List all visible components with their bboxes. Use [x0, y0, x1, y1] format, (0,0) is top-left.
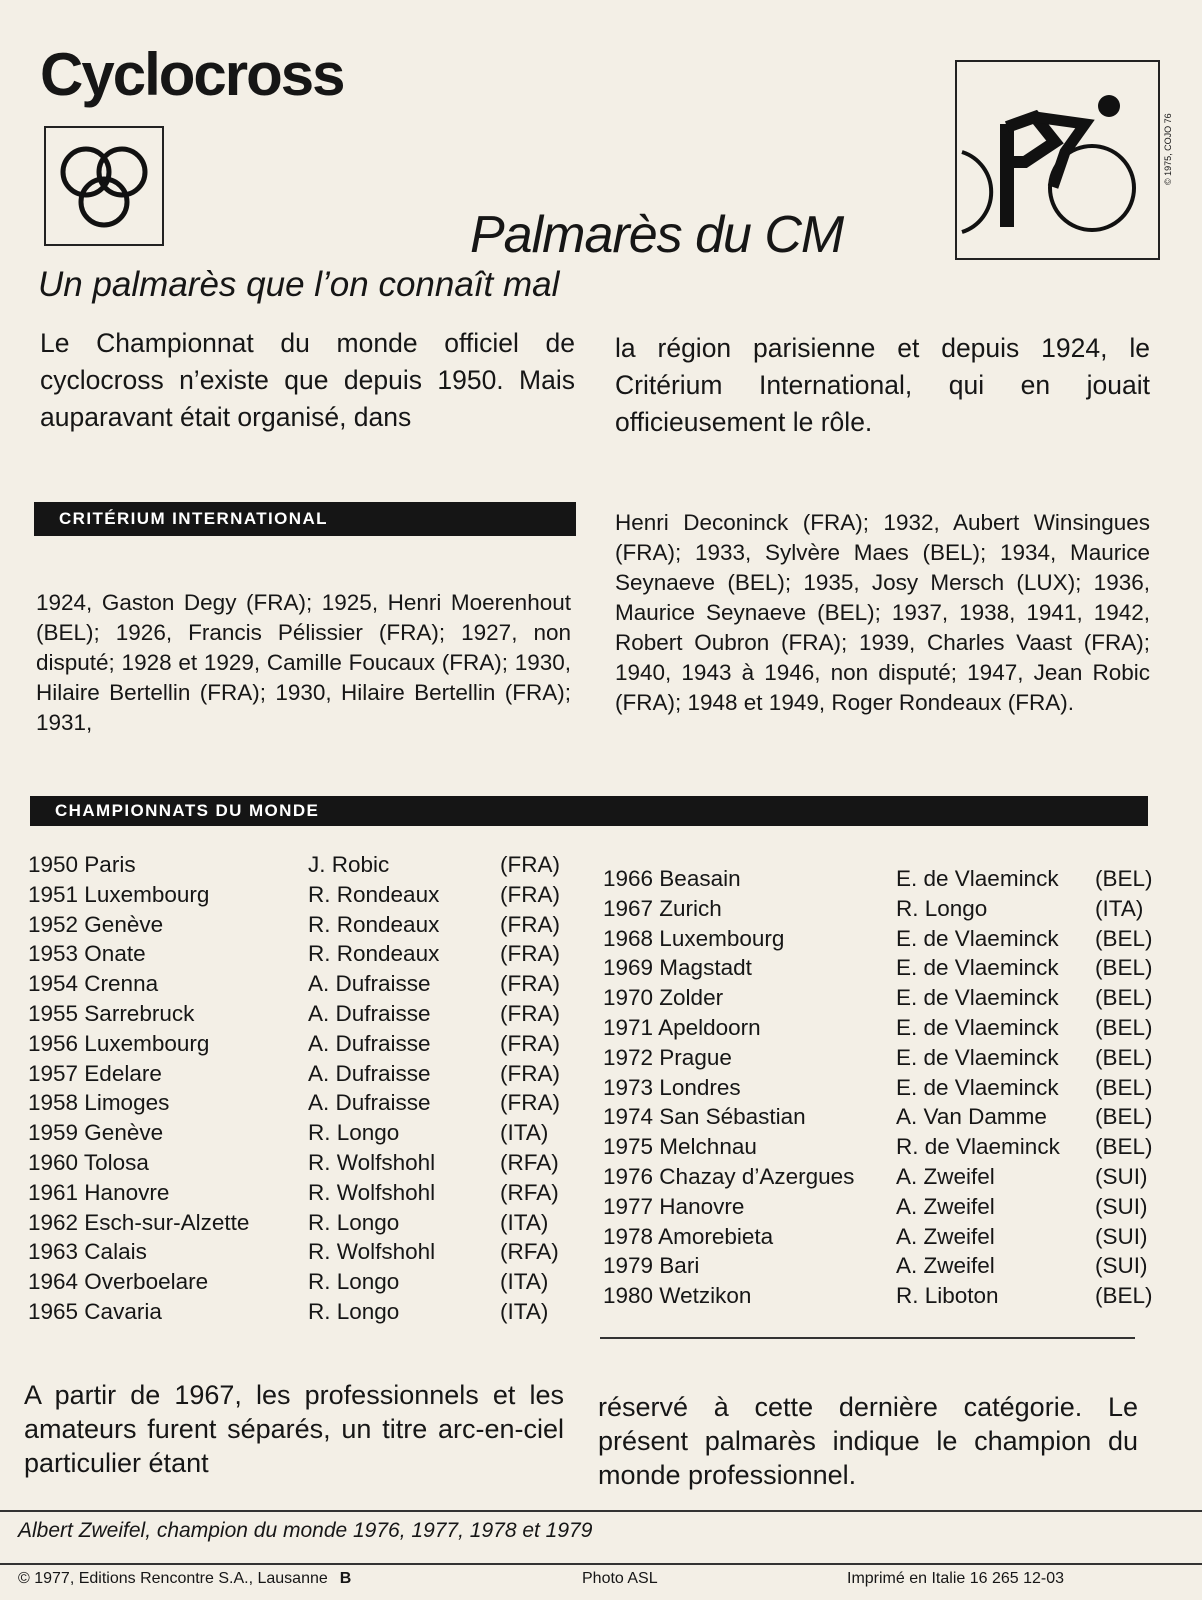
series-mark: B — [339, 1570, 352, 1587]
result-nation: (RFA) — [500, 1239, 559, 1265]
result-rider: A. Dufraisse — [308, 971, 431, 997]
result-nation: (BEL) — [1095, 925, 1153, 951]
result-nation: (BEL) — [1095, 1044, 1153, 1070]
result-nation: (FRA) — [500, 1060, 560, 1086]
result-row — [603, 1162, 1163, 1192]
result-row — [28, 1059, 588, 1089]
result-rider: E. de Vlaeminck — [896, 1014, 1059, 1040]
result-row — [603, 1192, 1163, 1222]
small-copyright: © 1975, COJO 76 — [1163, 113, 1173, 185]
result-place: 1970 Zolder — [603, 985, 724, 1011]
result-place: 1964 Overboelare — [28, 1269, 209, 1295]
result-rider: A. Dufraisse — [308, 1030, 431, 1056]
divider — [0, 1510, 1202, 1512]
result-rider: A. Dufraisse — [308, 1090, 431, 1116]
result-row — [603, 1073, 1163, 1103]
card-subtitle: Palmarès du CM — [470, 206, 844, 264]
result-place: 1967 Zurich — [603, 895, 722, 921]
result-rider: R. Wolfshohl — [308, 1239, 436, 1265]
result-place: 1951 Luxembourg — [28, 881, 210, 907]
result-nation: (BEL) — [1095, 1283, 1153, 1309]
photo-credit: Photo ASL — [582, 1570, 658, 1587]
result-place: 1962 Esch-sur-Alzette — [28, 1209, 250, 1235]
olympic-rings-icon — [44, 126, 164, 246]
result-place: 1972 Prague — [603, 1044, 732, 1070]
result-nation: (RFA) — [500, 1179, 559, 1205]
result-rider: R. Longo — [308, 1120, 400, 1146]
result-row — [28, 969, 588, 999]
result-nation: (ITA) — [500, 1269, 549, 1295]
result-rider: E. de Vlaeminck — [896, 925, 1059, 951]
result-row — [603, 1043, 1163, 1073]
result-row — [28, 1029, 588, 1059]
result-nation: (FRA) — [500, 1000, 560, 1026]
result-place: 1979 Bari — [603, 1253, 700, 1279]
result-place: 1961 Hanovre — [28, 1179, 170, 1205]
result-row — [603, 1102, 1163, 1132]
result-place: 1975 Melchnau — [603, 1134, 757, 1160]
result-row — [28, 939, 588, 969]
result-nation: (BEL) — [1095, 1014, 1153, 1040]
result-nation: (SUI) — [1095, 1193, 1148, 1219]
result-row — [28, 910, 588, 940]
result-place: 1960 Tolosa — [28, 1149, 149, 1175]
result-place: 1952 Genève — [28, 911, 164, 937]
result-nation: (FRA) — [500, 1090, 560, 1116]
result-nation: (ITA) — [500, 1298, 549, 1324]
result-row — [28, 1148, 588, 1178]
result-row — [603, 894, 1163, 924]
result-place: 1954 Crenna — [28, 971, 159, 997]
result-rider: R. Longo — [308, 1269, 400, 1295]
result-rider: R. de Vlaeminck — [896, 1134, 1060, 1160]
result-row — [28, 1208, 588, 1238]
result-place: 1971 Apeldoorn — [603, 1014, 761, 1040]
result-nation: (FRA) — [500, 941, 560, 967]
result-place: 1977 Hanovre — [603, 1193, 745, 1219]
result-row — [603, 1013, 1163, 1043]
result-nation: (ITA) — [500, 1120, 549, 1146]
result-nation: (FRA) — [500, 1030, 560, 1056]
result-place: 1963 Calais — [28, 1239, 147, 1265]
result-rider: R. Rondeaux — [308, 941, 440, 967]
result-rider: R. Rondeaux — [308, 881, 440, 907]
championnats-heading: CHAMPIONNATS DU MONDE — [30, 796, 1148, 826]
result-row — [28, 999, 588, 1029]
result-rider: E. de Vlaeminck — [896, 1044, 1059, 1070]
result-row — [603, 1132, 1163, 1162]
result-nation: (BEL) — [1095, 1104, 1153, 1130]
result-rider: R. Liboton — [896, 1283, 999, 1309]
result-nation: (ITA) — [500, 1209, 549, 1235]
result-place: 1966 Beasain — [603, 866, 741, 891]
result-rider: J. Robic — [308, 852, 390, 877]
result-row — [603, 924, 1163, 954]
result-nation: (RFA) — [500, 1149, 559, 1175]
result-place: 1969 Magstadt — [603, 955, 752, 981]
result-rider: A. Zweifel — [896, 1163, 995, 1189]
result-place: 1974 San Sébastian — [603, 1104, 806, 1130]
divider — [0, 1563, 1202, 1565]
result-place: 1953 Onate — [28, 941, 146, 967]
result-row — [28, 1297, 588, 1327]
cyclist-pictogram-icon — [955, 60, 1160, 260]
result-row — [603, 864, 1163, 894]
result-rider: R. Wolfshohl — [308, 1179, 436, 1205]
result-nation: (ITA) — [1095, 895, 1144, 921]
result-nation: (BEL) — [1095, 1134, 1153, 1160]
card-title: Cyclocross — [40, 41, 344, 108]
result-row — [28, 1178, 588, 1208]
result-rider: E. de Vlaeminck — [896, 985, 1059, 1011]
result-rider: R. Longo — [308, 1209, 400, 1235]
result-row — [603, 953, 1163, 983]
result-rider: A. Zweifel — [896, 1193, 995, 1219]
criterium-text-right: Henri Deconinck (FRA); 1932, Aubert Winsingues (FRA); 1933, Sylvère Maes (BEL); 1934, Maurice Seynaeve (BEL); 1935, Josy Mersch (LUX); 1936, Maurice Seynaeve (BEL); 1937, 1938, 1941, 1942, Robert Oubron (FRA); 1939, Charles Vaast (FRA); 1940, 1943 à 1946, non disputé; 1947, Jean Robic (FRA); 1948 et 1949, Roger Rondeaux (FRA). — [615, 510, 1150, 715]
intro-left: Le Championnat du monde officiel de cyclocross n’existe que depuis 1950. Mais auparavant était organisé, dans — [40, 328, 575, 432]
photo-caption: Albert Zweifel, champion du monde 1976, 1977, 1978 et 1979 — [18, 1519, 593, 1542]
result-rider: E. de Vlaeminck — [896, 955, 1059, 981]
result-rider: A. Dufraisse — [308, 1000, 431, 1026]
result-row — [28, 1088, 588, 1118]
result-place: 1958 Limoges — [28, 1090, 170, 1116]
card-tagline: Un palmarès que l’on connaît mal — [38, 265, 560, 304]
result-nation: (FRA) — [500, 971, 560, 997]
result-place: 1965 Cavaria — [28, 1298, 162, 1324]
result-rider: R. Longo — [896, 895, 988, 921]
result-rider: R. Rondeaux — [308, 911, 440, 937]
criterium-heading: CRITÉRIUM INTERNATIONAL — [34, 502, 576, 536]
result-rider: A. Zweifel — [896, 1253, 995, 1279]
result-rider: E. de Vlaeminck — [896, 866, 1059, 891]
result-place: 1973 Londres — [603, 1074, 741, 1100]
result-row — [28, 1267, 588, 1297]
result-nation: (BEL) — [1095, 866, 1153, 891]
result-nation: (BEL) — [1095, 985, 1153, 1011]
result-place: 1980 Wetzikon — [603, 1283, 752, 1309]
outro-right: réservé à cette dernière catégorie. Le présent palmarès indique le champion du monde professionnel. — [598, 1392, 1138, 1490]
divider — [600, 1337, 1135, 1339]
result-row — [28, 1237, 588, 1267]
result-nation: (SUI) — [1095, 1253, 1148, 1279]
result-place: 1956 Luxembourg — [28, 1030, 210, 1056]
outro-left: A partir de 1967, les professionnels et les amateurs furent séparés, un titre arc-en-ciel particulier étant — [24, 1380, 564, 1478]
result-row — [28, 850, 588, 880]
intro-right: la région parisienne et depuis 1924, le Critérium International, qui en jouait officieusement le rôle. — [615, 333, 1150, 437]
result-nation: (SUI) — [1095, 1163, 1148, 1189]
result-row — [603, 1222, 1163, 1252]
result-nation: (FRA) — [500, 911, 560, 937]
publisher-text: © 1977, Editions Rencontre S.A., Lausanne — [18, 1570, 328, 1587]
results-left-column — [28, 850, 588, 1327]
result-rider: R. Longo — [308, 1298, 400, 1324]
result-row — [603, 1251, 1163, 1281]
result-rider: R. Wolfshohl — [308, 1149, 436, 1175]
print-credit: Imprimé en Italie 16 265 12-03 — [847, 1570, 1065, 1587]
result-place: 1976 Chazay d’Azergues — [603, 1163, 855, 1189]
result-place: 1968 Luxembourg — [603, 925, 785, 951]
criterium-text-left: 1924, Gaston Degy (FRA); 1925, Henri Moerenhout (BEL); 1926, Francis Pélissier (FRA); 1927, non disputé; 1928 et 1929, Camille Foucaux (FRA); 1930, Hilaire Bertellin (FRA); 1930, Hilaire Bertellin (FRA); 1931, — [36, 590, 571, 735]
result-nation: (BEL) — [1095, 1074, 1153, 1100]
result-row — [28, 1118, 588, 1148]
result-place: 1955 Sarrebruck — [28, 1000, 195, 1026]
result-nation: (FRA) — [500, 852, 560, 877]
result-place: 1957 Edelare — [28, 1060, 162, 1086]
result-row — [603, 1281, 1163, 1311]
result-rider: E. de Vlaeminck — [896, 1074, 1059, 1100]
result-place: 1978 Amorebieta — [603, 1223, 774, 1249]
result-nation: (BEL) — [1095, 955, 1153, 981]
result-rider: A. Van Damme — [896, 1104, 1047, 1130]
result-place: 1950 Paris — [28, 852, 136, 877]
result-nation: (SUI) — [1095, 1223, 1148, 1249]
result-row — [28, 880, 588, 910]
result-row — [603, 983, 1163, 1013]
result-nation: (FRA) — [500, 881, 560, 907]
result-rider: A. Dufraisse — [308, 1060, 431, 1086]
publisher-credit — [18, 1570, 351, 1588]
result-rider: A. Zweifel — [896, 1223, 995, 1249]
results-right-column — [603, 864, 1163, 1311]
result-place: 1959 Genève — [28, 1120, 164, 1146]
